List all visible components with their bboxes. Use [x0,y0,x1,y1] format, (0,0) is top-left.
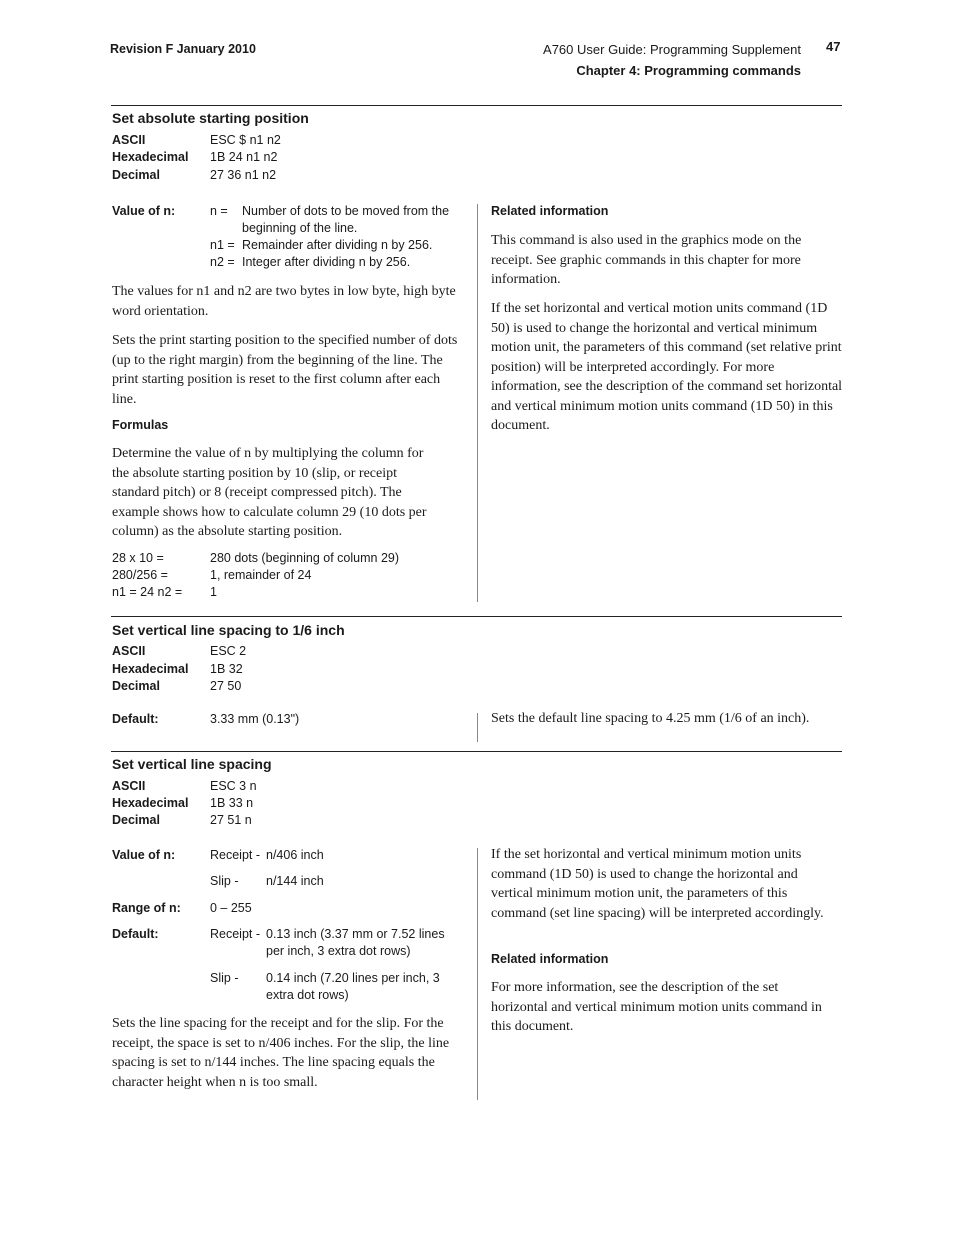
slip-value: n/144 inch [266,874,324,888]
slip-label: Slip - [210,971,239,985]
range-of-n-label: Range of n: [112,901,181,915]
section-title: Set absolute starting position [112,110,309,126]
related-info-heading: Related information [491,204,609,218]
related-info-heading: Related information [491,952,609,966]
related-info-paragraph: This command is also used in the graphics mode on the receipt. See graphic commands in this chapter for more information. [491,233,802,287]
ascii-value: ESC $ n1 n2 [210,133,281,147]
receipt-label: Receipt - [210,848,261,862]
param-n1-desc: Remainder after dividing n by 256. [242,238,433,252]
receipt-label: Receipt - [210,927,261,941]
slip-default: 0.14 inch (7.20 lines per inch, 3 extra dot rows) [266,971,440,1002]
formula-result: 280 dots (beginning of column 29) [210,551,400,565]
value-of-n-label: Value of n: [112,204,176,218]
param-n1 [210,237,460,254]
ascii-label: ASCII [112,644,146,658]
default-label: Default: [112,927,159,941]
decimal-value: 27 51 n [210,813,252,827]
formula-row [112,567,462,584]
formula-row [112,584,462,601]
slip-label: Slip - [210,874,239,888]
param-n-desc: Number of dots to be moved from the beginning of the line. [242,204,450,235]
related-info-paragraph: For more information, see the description of the set horizontal and vertical minimum motion units command in this document. [491,980,822,1034]
formula-row [112,550,462,567]
formula-expression: 280/256 = [112,568,168,582]
hex-label: Hexadecimal [112,796,189,810]
range-value: 0 – 255 [210,901,252,915]
hex-label: Hexadecimal [112,662,189,676]
value-of-n-label: Value of n: [112,848,176,862]
ascii-label: ASCII [112,779,146,793]
section-divider [111,105,842,106]
formulas-heading: Formulas [112,418,169,432]
default-label: Default: [112,712,159,726]
hex-value: 1B 33 n [210,796,254,810]
formula-expression: n1 = 24 n2 = [112,585,183,599]
column-divider [477,713,478,742]
param-n-key: n = [210,204,228,218]
related-info-paragraph: If the set horizontal and vertical motion units command (1D 50) is used to change the horizontal and vertical minimum motion unit, the parameters of this command (set relative print position) will be interpreted accordingly. For more information, see the description of the command set horizontal and vertical minimum motion units command (1D 50) in this document. [491,301,843,433]
section-title: Set vertical line spacing [112,756,272,772]
section-divider [111,616,842,617]
decimal-label: Decimal [112,679,160,693]
decimal-value: 27 36 n1 n2 [210,168,277,182]
parameter-definitions [210,203,460,271]
revision-label: Revision F January 2010 [110,42,256,56]
param-n1-key: n1 = [210,238,235,252]
section-divider [111,751,842,752]
default-description: Sets the default line spacing to 4.25 mm (1/6 of an inch). [491,711,810,726]
hex-value: 1B 24 n1 n2 [210,150,278,164]
column-divider [477,204,478,602]
formula-result: 1, remainder of 24 [210,568,312,582]
default-value: 3.33 mm (0.13") [210,712,300,726]
formula-table [112,550,462,601]
guide-title: A760 User Guide: Programming Supplement [543,42,801,57]
column-divider [477,848,478,1100]
running-header [543,39,801,81]
description-paragraph: Sets the print starting position to the specified number of dots (up to the right margin) from the beginning of the line. The print starting position is reset to the first column after each line. [112,333,458,407]
decimal-label: Decimal [112,813,160,827]
ascii-label: ASCII [112,133,146,147]
page-number: 47 [826,39,841,54]
hex-label: Hexadecimal [112,150,189,164]
decimal-label: Decimal [112,168,160,182]
param-n [210,203,460,237]
formula-result: 1 [210,585,217,599]
line-spacing-paragraph: Sets the line spacing for the receipt and for the slip. For the receipt, the space is set to n/406 inches. For the slip, the line spacing is set to n/144 inches. The line spacing equals the character height when n is too small. [112,1016,450,1090]
hex-value: 1B 32 [210,662,243,676]
section-title: Set vertical line spacing to 1/6 inch [112,622,345,638]
formula-paragraph: Determine the value of n by multiplying the column for the absolute starting position by 10 (slip, or receipt standard pitch) or 8 (receipt compressed pitch). The example shows how to calculate column 29 (10 dots per column) as the absolute starting position. [112,446,427,539]
ascii-value: ESC 2 [210,644,247,658]
formula-expression: 28 x 10 = [112,551,164,565]
param-n2-key: n2 = [210,255,235,269]
decimal-value: 27 50 [210,679,242,693]
motion-units-paragraph: If the set horizontal and vertical minimum motion units command (1D 50) is used to change the horizontal and vertical minimum motion unit, the parameters of this command (set line spacing) will be interpreted accordingly. [491,847,824,921]
chapter-title: Chapter 4: Programming commands [576,63,801,78]
ascii-value: ESC 3 n [210,779,257,793]
byte-order-paragraph: The values for n1 and n2 are two bytes in low byte, high byte word orientation. [112,284,456,319]
param-n2-desc: Integer after dividing n by 256. [242,255,411,269]
receipt-default: 0.13 inch (3.37 mm or 7.52 lines per inch, 3 extra dot rows) [266,927,445,958]
receipt-value: n/406 inch [266,848,324,862]
param-n2 [210,254,460,271]
